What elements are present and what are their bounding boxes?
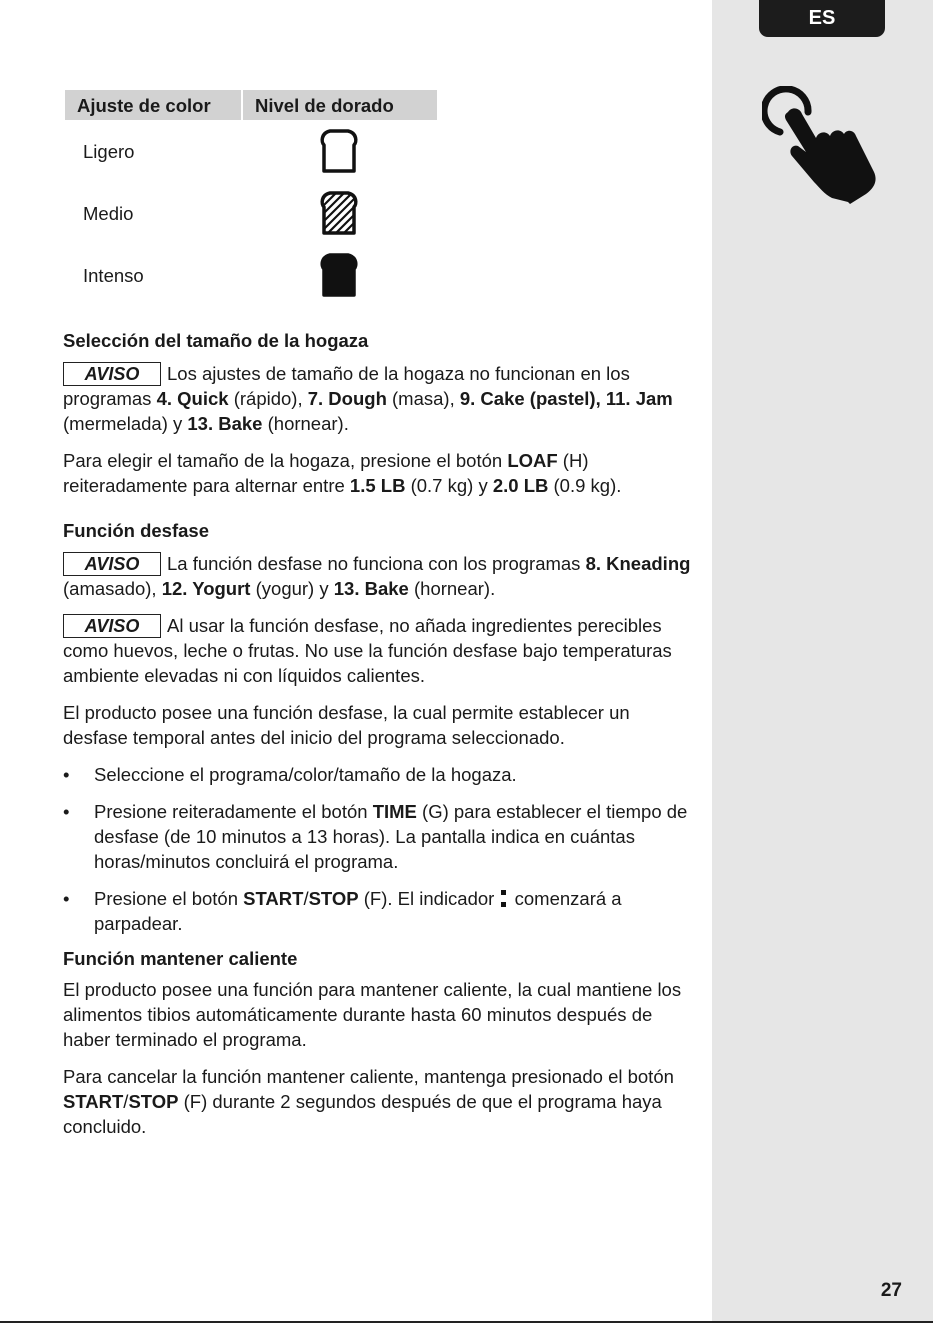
keep-warm-heading: Función mantener caliente — [63, 948, 298, 969]
delay-intro: El producto posee una función desfase, la cual permite establecer un desfase temporal antes del inicio del programa seleccionado. — [63, 702, 630, 748]
keep-warm-description: El producto posee una función para mantener caliente, la cual mantiene los alimentos tibios automáticamente durante hasta 60 minutos después de haber terminado el programa. — [63, 979, 682, 1050]
table-row — [65, 182, 437, 244]
page-number: 27 — [880, 1280, 902, 1301]
keep-warm-cancel: Para cancelar la función mantener caliente, mantenga presionado el botón START/STOP (F) durante 2 segundos después de que el programa haya concluido. — [63, 1066, 674, 1137]
table-row — [65, 120, 437, 182]
notice-badge: AVISO — [63, 614, 161, 638]
main-content — [63, 90, 693, 1151]
colon-indicator-icon — [501, 889, 507, 908]
list-item: • Presione reiteradamente el botón TIME (G) para establecer el tiempo de desfase (de 10 minutos a 13 horas). La pantalla indica en cuántas horas/minutos concluirá el programa. — [63, 799, 693, 874]
delay-notice-1: AVISO La función desfase no funciona con los programas 8. Kneading (amasado), 12. Yogurt (yogur) y 13. Bake (hornear). — [63, 553, 691, 599]
table-header-browning-level: Nivel de dorado — [242, 90, 437, 120]
language-label: ES — [808, 7, 836, 29]
language-tab — [759, 0, 885, 37]
delay-notice-2: AVISO Al usar la función desfase, no añada ingredientes perecibles como huevos, leche o frutas. No use la función desfase bajo temperaturas ambiente elevadas ni con líquidos calientes. — [63, 615, 672, 686]
color-medium-label: Medio — [83, 202, 134, 224]
loaf-size-instructions: Para elegir el tamaño de la hogaza, presione el botón LOAF (H) reiteradamente para alternar entre 1.5 LB (0.7 kg) y 2.0 LB (0.9 kg). — [63, 450, 622, 496]
color-dark-label: Intenso — [83, 264, 144, 286]
medium-loaf-icon — [320, 191, 358, 235]
touch-hand-icon — [762, 86, 882, 206]
delay-function-heading: Función desfase — [63, 520, 209, 541]
table-row — [65, 244, 437, 306]
loaf-size-notice: AVISO Los ajustes de tamaño de la hogaza no funcionan en los programas 4. Quick (rápido), 7. Dough (masa), 9. Cake (pastel), 11. Jam (mermelada) y 13. Bake (hornear). — [63, 363, 673, 434]
notice-badge: AVISO — [63, 552, 161, 576]
list-item: • Seleccione el programa/color/tamaño de la hogaza. — [63, 762, 693, 787]
table-header-color-setting: Ajuste de color — [65, 90, 242, 120]
bottom-divider — [0, 1321, 933, 1323]
light-loaf-icon — [320, 129, 358, 173]
loaf-size-heading: Selección del tamaño de la hogaza — [63, 330, 369, 351]
dark-loaf-icon — [320, 253, 358, 297]
notice-badge: AVISO — [63, 362, 161, 386]
color-setting-table — [65, 90, 437, 306]
color-light-label: Ligero — [83, 140, 135, 162]
delay-steps-list — [63, 762, 693, 936]
list-item: • Presione el botón START/STOP (F). El indicador comenzará a parpadear. — [63, 886, 693, 936]
